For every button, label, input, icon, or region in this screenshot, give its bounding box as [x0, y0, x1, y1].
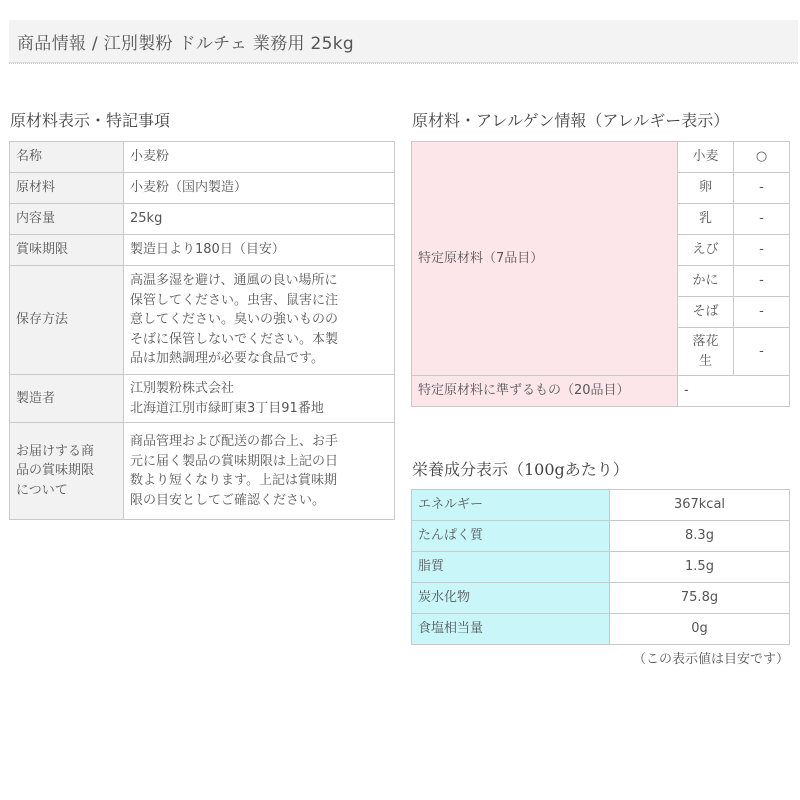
- table-row: [412, 521, 790, 552]
- page-header: [9, 20, 798, 63]
- allergen-section-title: 原材料・アレルゲン情報（アレルギー表示）: [412, 111, 730, 130]
- nutrition-note: （この表示値は目安です）: [632, 652, 789, 667]
- allergen-item-mark: -: [734, 328, 790, 376]
- text-line: 乳: [698, 211, 712, 227]
- allergen-item-name: [678, 266, 734, 297]
- nutrition-table: [411, 489, 790, 645]
- nutrition-label: 脂質: [412, 552, 610, 583]
- nutrition-section-title: 栄養成分表示（100gあたり）: [412, 460, 629, 479]
- table-row: [10, 204, 395, 235]
- text-line: 数より短くなります。上記は賞味期: [130, 473, 337, 488]
- allergen-item-name: [678, 173, 734, 204]
- text-line: 卵: [698, 180, 712, 196]
- allergen-item-mark: -: [734, 173, 790, 204]
- text-line: 元に届く製品の賞味期限は上記の日: [130, 453, 339, 469]
- spec-label: 製造者: [10, 375, 124, 423]
- text-line: 意してください。臭いの強いものの: [130, 312, 339, 328]
- text-line: そばに保管しないでください。本製: [130, 331, 339, 347]
- table-row: [10, 266, 395, 375]
- allergen-item-mark: -: [734, 235, 790, 266]
- spec-label: 保存方法: [10, 266, 124, 375]
- text-line: そば: [692, 304, 719, 320]
- nutrition-value: 0g: [610, 614, 790, 645]
- allergen-specified-label: 特定原材料（7品目）: [412, 142, 678, 376]
- text-line: 限の目安としてご確認ください。: [130, 492, 326, 508]
- spec-value: 製造日より180日（目安）: [124, 235, 395, 266]
- text-line: 小麦: [692, 149, 719, 165]
- text-line: 商品管理および配送の都合上、お手: [130, 434, 339, 449]
- nutrition-value: 75.8g: [610, 583, 790, 614]
- table-row: [10, 375, 395, 423]
- text-line: えび: [692, 242, 719, 258]
- allergen-item-mark: -: [734, 266, 790, 297]
- page-title: 商品情報 / 江別製粉 ドルチェ 業務用 25kg: [17, 34, 355, 54]
- spec-label: 賞味期限: [10, 235, 124, 266]
- allergen-equivalent-label: 特定原材料に準ずるもの（20品目）: [412, 376, 678, 407]
- spec-label: 内容量: [10, 204, 124, 235]
- table-row: [412, 490, 790, 521]
- spec-label: 名称: [10, 142, 124, 173]
- table-row: [10, 173, 395, 204]
- text-line: 品は加熱調理が必要な食品です。: [130, 351, 324, 367]
- text-line: 高温多湿を避け、通風の良い場所に: [130, 273, 338, 289]
- nutrition-value: 8.3g: [610, 521, 790, 552]
- nutrition-label: 炭水化物: [412, 583, 610, 614]
- text-line: 生: [698, 353, 712, 369]
- table-row: [412, 583, 790, 614]
- spec-value: [124, 266, 395, 375]
- nutrition-label: 食塩相当量: [412, 614, 610, 645]
- allergen-item-name: [678, 204, 734, 235]
- nutrition-label: たんぱく質: [412, 521, 610, 552]
- spec-value: 小麦粉（国内製造）: [124, 173, 395, 204]
- table-row: [10, 142, 395, 173]
- text-line: 江別製粉株式会社: [130, 381, 235, 396]
- spec-label: 原材料: [10, 173, 124, 204]
- text-line: かに: [692, 273, 719, 289]
- spec-table: [9, 141, 395, 520]
- text-line: 落花: [692, 334, 719, 349]
- spec-value: 小麦粉: [124, 142, 395, 173]
- allergen-item-mark: -: [734, 204, 790, 235]
- allergen-equivalent-value: -: [678, 376, 790, 407]
- allergen-item-name: [678, 142, 734, 173]
- table-row: [10, 235, 395, 266]
- text-line: 北海道江別市緑町東3丁目91番地: [130, 400, 324, 416]
- allergen-item-name: [678, 328, 734, 376]
- spec-label: [10, 423, 124, 520]
- allergen-table: [411, 141, 790, 407]
- text-line: 保管してください。虫害、鼠害に注: [130, 292, 339, 308]
- table-row: [412, 614, 790, 645]
- table-row: [10, 423, 395, 520]
- text-line: 品の賞味期限: [16, 463, 95, 479]
- text-line: について: [16, 482, 68, 498]
- allergen-item-mark: ○: [734, 142, 790, 173]
- nutrition-value: 367kcal: [610, 490, 790, 521]
- spec-value: [124, 375, 395, 423]
- spec-section-title: 原材料表示・特記事項: [10, 111, 171, 130]
- divider: [9, 63, 798, 64]
- spec-value: [124, 423, 395, 520]
- allergen-item-name: [678, 235, 734, 266]
- nutrition-label: エネルギー: [412, 490, 610, 521]
- allergen-item-mark: -: [734, 297, 790, 328]
- table-row: [412, 552, 790, 583]
- nutrition-value: 1.5g: [610, 552, 790, 583]
- spec-value: 25kg: [124, 204, 395, 235]
- allergen-item-name: [678, 297, 734, 328]
- table-row: [412, 376, 790, 407]
- text-line: お届けする商: [16, 443, 95, 459]
- table-row: [412, 142, 790, 173]
